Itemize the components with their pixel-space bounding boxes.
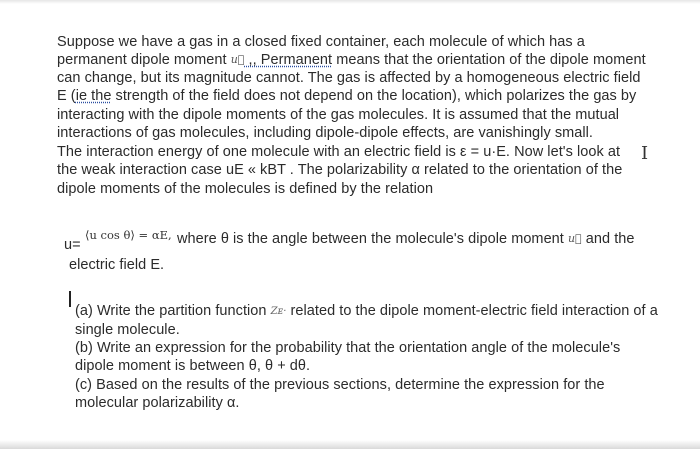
where-clause-end: and the: [581, 231, 635, 247]
intro-line-3: can change, but its magnitude cannot. The gas is affected by a homogeneous electric field: [57, 70, 641, 86]
intro-line-4: [57, 87, 636, 105]
question-a-start: (a) Write the partition function: [75, 303, 271, 319]
u-equals-label: u=: [64, 237, 81, 253]
intro-line-5: interacting with the dipole moments of the gas molecules. It is assumed that the mutual: [57, 107, 620, 123]
dipole-moment-symbol-2: u⃗: [567, 232, 582, 245]
question-a-line-2: single molecule.: [75, 322, 180, 338]
intro-line-9: dipole moments of the molecules is defined by the relation: [57, 181, 434, 197]
question-c-line-1: (c) Based on the results of the previous sections, determine the expression for the: [75, 377, 605, 393]
permanent-word: ,, Permanent: [244, 52, 333, 68]
polarizability-formula: ⟨u cos θ⟩ = αE,: [85, 228, 172, 242]
intro-line-4-start: E (: [57, 88, 76, 104]
text-cursor-ibeam-icon: I: [641, 143, 649, 164]
question-a-line-1: [75, 302, 658, 322]
electric-field-line: electric field E.: [69, 257, 165, 273]
where-clause-text: where θ is the angle between the molecule's dipole moment: [177, 231, 568, 247]
where-clause: [177, 230, 635, 249]
intro-line-8: the weak interaction case uE « kBT . The polarizability α related to the orientation of the: [57, 162, 623, 178]
ie-the-phrase: ie the: [75, 88, 112, 104]
intro-line-2-end: means that the orientation of the dipole moment: [332, 52, 646, 68]
intro-line-1: Suppose we have a gas in a closed fixed container, each molecule of which has a: [57, 34, 585, 50]
dipole-moment-symbol: u⃗: [230, 53, 245, 66]
question-a-end: related to the dipole moment-electric field interaction of a: [286, 303, 658, 319]
intro-line-6: interactions of gas molecules, including dipole-dipole effects, are vanishingly small.: [57, 125, 593, 141]
partition-function-symbol: Zᴇ·: [270, 306, 287, 317]
question-c-line-2: molecular polarizability α.: [75, 395, 240, 411]
intro-line-7: The interaction energy of one molecule with an electric field is ε = u·E. Now let's look at: [57, 144, 621, 160]
intro-line-4-end: strength of the field does not depend on the location), which polarizes the gas by: [111, 88, 637, 104]
question-b-line-2: dipole moment is between θ, θ + dθ.: [75, 358, 311, 374]
bottom-edge-shadow: [0, 440, 700, 449]
intro-line-2: [57, 51, 646, 70]
question-b-line-1: (b) Write an expression for the probability that the orientation angle of the molecule's: [75, 340, 621, 356]
top-edge-shadow: [0, 0, 700, 4]
text-caret: [69, 291, 71, 307]
intro-line-2-start: permanent dipole moment: [57, 52, 231, 68]
